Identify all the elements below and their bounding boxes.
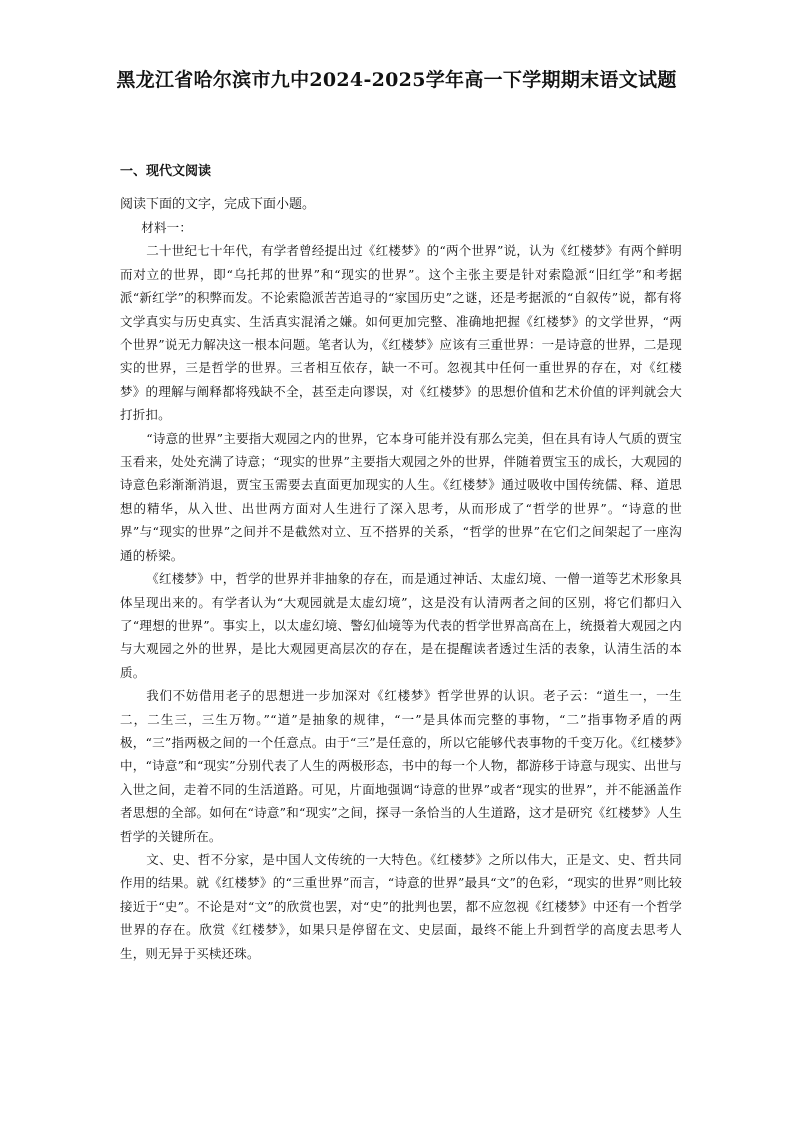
passage-paragraph: 我们不妨借用老子的思想进一步加深对《红楼梦》哲学世界的认识。老子云：“道生一，一生二，二生三，三生万物。”“道”是抽象的规律，“一”是具体而完整的事物，“二”指事物矛盾的两极，“三”指两极之间的一个任意点。由于“三”是任意的，所以它能够代表事物的千变万化。《红楼梦》中，“诗意”和“现实”分别代表了人生的两极形态，书中的每一个人物，都游移于诗意与现实、出世与入世之间，走着不同的生活道路。可见，片面地强调“诗意的世界”或者“现实的世界”，并不能涵盖作者思想的全部。如何在“诗意”和“现实”之间，探寻一条恰当的人生道路，这才是研究《红楼梦》人生哲学的关键所在。	[120, 688, 682, 844]
document-title: 黑龙江省哈尔滨市九中2024-2025学年高一下学期期末语文试题	[116, 69, 677, 91]
passage-paragraph: 二十世纪七十年代，有学者曾经提出过《红楼梦》的“两个世界”说，认为《红楼梦》有两个鲜明而对立的世界，即“乌托邦的世界”和“现实的世界”。这个主张主要是针对索隐派“旧红学”和考据派“新红学”的积弊而发。不论索隐派苦苦追寻的“家国历史”之谜，还是考据派的“自叙传”说，都有将文学真实与历史真实、生活真实混淆之嫌。如何更加完整、准确地把握《红楼梦》的文学世界，“两个世界”说无力解决这一根本问题。笔者认为，《红楼梦》应该有三重世界：一是诗意的世界，二是现实的世界，三是哲学的世界。三者相互依存，缺一不可。忽视其中任何一重世界的存在，对《红楼梦》的理解与阐释都将残缺不全，甚至走向谬误，对《红楼梦》的思想价值和艺术价值的评判就会大打折扣。	[120, 243, 682, 423]
passage-paragraph: 《红楼梦》中，哲学的世界并非抽象的存在，而是通过神话、太虚幻境、一僧一道等艺术形象具体呈现出来的。有学者认为“大观园就是太虚幻境”，这是没有认清两者之间的区别，将它们都归入了“理想的世界”。事实上，以太虚幻境、警幻仙境等为代表的哲学世界高高在上，统摄着大观园之内与大观园之外的世界，是比大观园更高层次的存在，是在提醒读者透过生活的表象，认清生活的本质。	[120, 571, 682, 680]
passage-paragraph: 文、史、哲不分家，是中国人文传统的一大特色。《红楼梦》之所以伟大，正是文、史、哲共同作用的结果。就《红楼梦》的“三重世界”而言，“诗意的世界”最具“文”的色彩，“现实的世界”则比较接近于“史”。不论是对“文”的欣赏也罢，对“史”的批判也罢，都不应忽视《红楼梦》中还有一个哲学世界的存在。欣赏《红楼梦》，如果只是停留在文、史层面，最终不能上升到哲学的高度去思考人生，则无异于买椟还珠。	[120, 851, 682, 961]
section-heading: 一、现代文阅读	[120, 164, 212, 179]
material-label: 材料一：	[141, 220, 193, 235]
passage-body	[120, 216, 682, 965]
reading-instruction: 阅读下面的文字，完成下面小题。	[120, 197, 316, 212]
passage-paragraph: “诗意的世界”主要指大观园之内的世界，它本身可能并没有那么完美，但在具有诗人气质的贾宝玉看来，处处充满了诗意；“现实的世界”主要指大观园之外的世界，伴随着贾宝玉的成长，大观园的诗意色彩渐渐消退，贾宝玉需要去直面更加现实的人生。《红楼梦》通过吸收中国传统儒、释、道思想的精华，从入世、出世两方面对人生进行了深入思考，从而形成了“哲学的世界”。“诗意的世界”与“现实的世界”之间并不是截然对立、互不搭界的关系，“哲学的世界”在它们之间架起了一座沟通的桥梁。	[120, 430, 682, 563]
